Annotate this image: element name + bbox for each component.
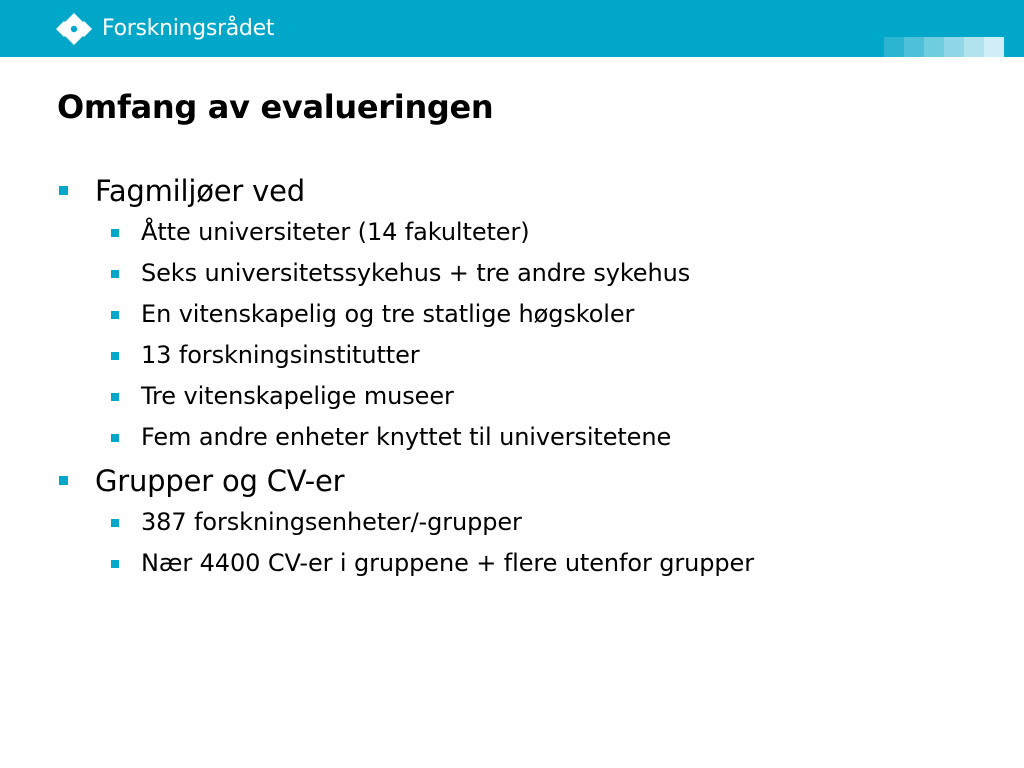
square-bullet-icon	[59, 186, 68, 195]
list-item	[141, 380, 857, 413]
slide-content	[57, 172, 857, 580]
list-item-text: Tre vitenskapelige museer	[141, 382, 454, 410]
decor-square	[984, 37, 1004, 57]
header-band	[0, 0, 1024, 57]
list-item	[141, 298, 857, 331]
list-item-text: 13 forskningsinstitutter	[141, 341, 420, 369]
square-bullet-icon	[111, 560, 119, 568]
square-bullet-icon	[111, 311, 119, 319]
decor-square	[884, 37, 904, 57]
list-item-text: 387 forskningsenheter/-grupper	[141, 508, 522, 536]
decor-square	[924, 37, 944, 57]
list-item-text: Nær 4400 CV-er i gruppene + flere utenfor grupper	[141, 549, 754, 577]
list-item-text: En vitenskapelig og tre statlige høgskoler	[141, 300, 635, 328]
decorative-squares	[884, 37, 1004, 57]
square-bullet-icon	[111, 519, 119, 527]
list-item-text: Fem andre enheter knyttet til universitetene	[141, 423, 672, 451]
list-item	[141, 506, 857, 539]
square-bullet-icon	[111, 352, 119, 360]
section-heading-grupper	[57, 462, 857, 500]
square-bullet-icon	[111, 434, 119, 442]
brand-logo[interactable]	[54, 11, 274, 47]
list-item-text: Seks universitetssykehus + tre andre sykehus	[141, 259, 691, 287]
list-item	[141, 421, 857, 454]
list-item	[141, 547, 781, 580]
list-item-text: Åtte universiteter (14 fakulteter)	[141, 218, 530, 246]
square-bullet-icon	[59, 476, 68, 485]
list-item	[141, 339, 857, 372]
square-bullet-icon	[111, 393, 119, 401]
decor-square	[964, 37, 984, 57]
forskningsradet-flower-icon	[54, 11, 94, 47]
list-item	[141, 216, 857, 249]
square-bullet-icon	[111, 270, 119, 278]
list-item	[141, 257, 857, 290]
decor-square	[904, 37, 924, 57]
brand-name: Forskningsrådet	[102, 16, 275, 41]
square-bullet-icon	[111, 229, 119, 237]
section-heading-fagmiljoer	[57, 172, 857, 210]
decor-square	[944, 37, 964, 57]
section-label: Grupper og CV-er	[95, 464, 345, 498]
slide-title: Omfang av evalueringen	[57, 88, 494, 126]
section-label: Fagmiljøer ved	[95, 174, 305, 208]
